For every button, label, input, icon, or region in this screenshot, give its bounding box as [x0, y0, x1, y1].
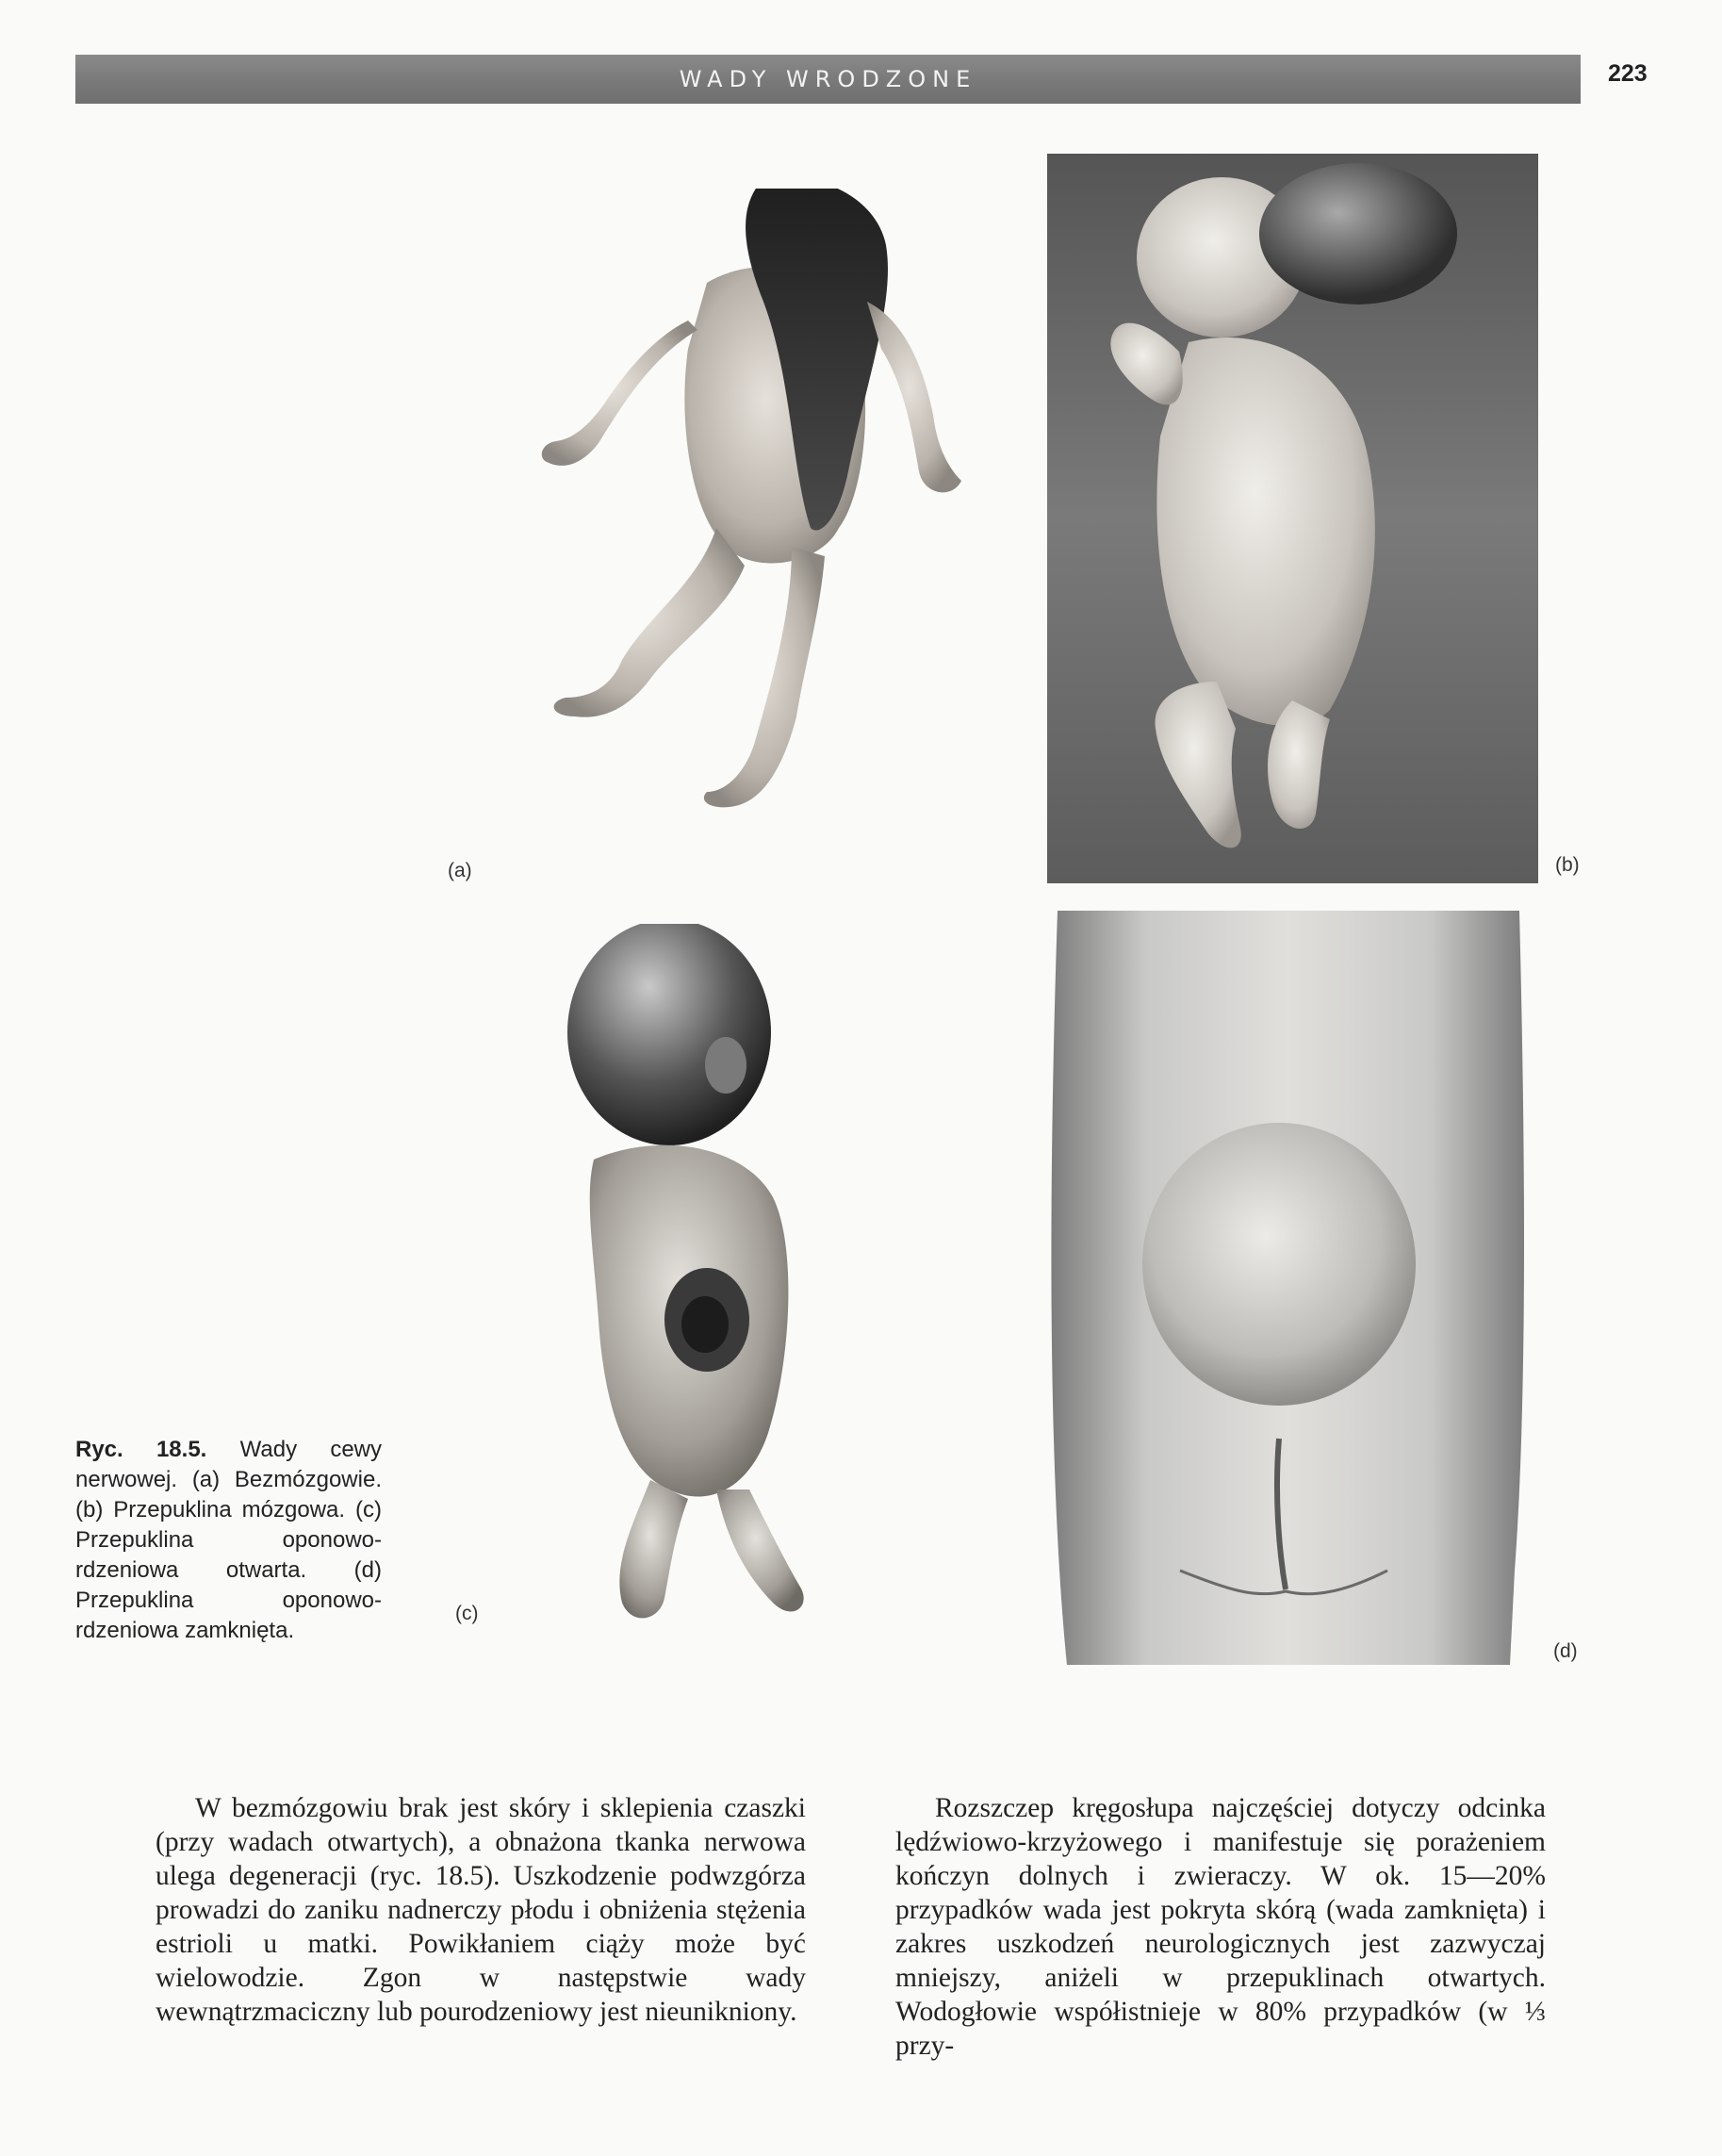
body-paragraph-anencephaly: W bezmózgowiu brak jest skóry i sklepienia czaszki (przy wadach otwartych), a obnażona tkanka nerwowa ulega degeneracji (ryc. 18.5). Uszkodzenie podwzgórza prowadzi do zaniku nadnerczy płodu i obniżenia stężenia estrioli u matki. Powikłaniem ciąży może być wielowodzie. Zgon w następstwie wady wewnątrzmaciczny lub pourodzeniowy jest nieunikniony. — [156, 1793, 806, 2027]
panel-label-d: (d) — [1553, 1640, 1578, 1662]
figure-panel-d-photo — [1039, 911, 1538, 1665]
panel-label-c: (c) — [455, 1603, 479, 1624]
figure-panel-c-photo — [556, 924, 895, 1640]
page-number: 223 — [1608, 60, 1648, 87]
panel-label-b: (b) — [1555, 854, 1580, 876]
body-paragraph-spina-bifida: Rozszczep kręgosłupa najczęściej dotyczy odcinka lędźwiowo-krzyżowego i manifestuje się porażeniem kończyn dolnych i zwieraczy. W ok. 15—20% przypadków wada jest pokryta skórą (wada zamknięta) i zakres uszkodzeń neurologicznych jest zazwyczaj mniejszy, aniżeli w przepuklinach otwartych. Wodogłowie współistnieje w 80% przypadków (w ⅓ przy- — [895, 1793, 1546, 2061]
figure-caption-text: Wady cewy nerwowej. (a) Bezmózgowie. (b) Przepuklina mózgowa. (c) Przepuklina oponowo-rdzeniowa otwarta. (d) Przepuklina oponowo-rdzeniowa zamknięta. — [75, 1437, 383, 1643]
body-text-right-column — [895, 1791, 1546, 2063]
running-header-bar — [75, 55, 1581, 104]
panel-label-a: (a) — [448, 860, 472, 881]
figure-caption — [75, 1435, 382, 1646]
body-text-left-column — [156, 1791, 806, 2029]
figure-panel-b-photo — [1047, 154, 1538, 883]
figure-panel-a-photo — [509, 189, 1018, 877]
running-title: WADY WRODZONE — [679, 66, 977, 92]
figure-caption-label: Ryc. 18.5. — [75, 1437, 207, 1462]
